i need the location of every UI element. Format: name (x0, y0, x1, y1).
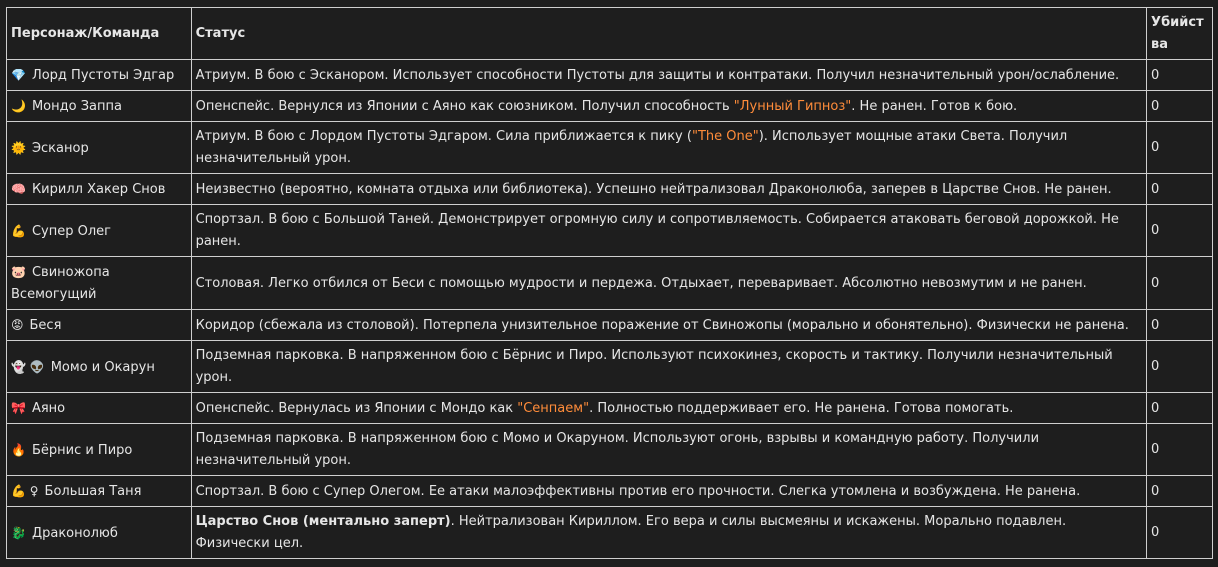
character-emoji-icon: 🧠 (11, 182, 26, 196)
character-name: Кирилл Хакер Снов (31, 182, 166, 197)
character-emoji-icon: 🐉 (11, 525, 26, 540)
character-cell (7, 205, 192, 257)
table-row (7, 122, 1213, 174)
table-row (7, 393, 1213, 424)
character-emoji-icon: 😡 (11, 318, 24, 332)
table-row (7, 424, 1213, 476)
kills-cell: 0 (1147, 507, 1213, 559)
status-cell (191, 310, 1146, 341)
kills-cell: 0 (1147, 424, 1213, 476)
status-cell (191, 257, 1146, 310)
character-cell (7, 393, 192, 424)
character-emoji-icon: 💪 ♀ (11, 484, 39, 498)
character-name: Большая Таня (44, 484, 142, 499)
character-emoji-icon: 👻 👽 (11, 359, 45, 374)
kills-cell: 0 (1147, 60, 1213, 91)
table-row (7, 310, 1213, 341)
character-cell (7, 341, 192, 393)
character-name: Эсканор (31, 140, 89, 156)
character-emoji-icon: 💎 (11, 68, 26, 82)
table-row (7, 507, 1213, 559)
status-text: Подземная парковка. В напряженном бою с Момо и Окаруном. Используют огонь, взрывы и командную работу. Получили незначительный урон. (195, 431, 1040, 468)
status-text: . Полностью поддерживает его. Не ранена. Готова помогать. (589, 400, 1014, 416)
status-text: Столовая. Легко отбился от Беси с помощью мудрости и пердежа. Отдыхает, переваривает. Абсолютно невозмутим и не ранен. (195, 275, 1087, 291)
status-cell (191, 60, 1146, 91)
status-text: ). Использует мощные атаки Света. Получил незначительный урон. (195, 129, 1068, 166)
kills-cell: 0 (1147, 91, 1213, 122)
character-name: Аяно (31, 401, 66, 416)
status-text: Атриум. В бою с Эсканором. Использует способности Пустоты для защиты и контратаки. Получил незначительный урон/ослабление. (195, 67, 1120, 83)
status-text: Царство Снов (ментально заперт) (195, 514, 451, 529)
table-row (7, 476, 1213, 507)
status-cell (191, 205, 1146, 257)
header-name: Персонаж/Команда (7, 8, 192, 60)
status-text: "Сенпаем" (517, 400, 590, 416)
character-name: Свиножопа Всемогущий (11, 265, 110, 302)
character-cell (7, 174, 192, 205)
table-row (7, 341, 1213, 393)
status-text: Подземная парковка. В напряженном бою с Бёрнис и Пиро. Используют психокинез, скорость и тактику. Получили незначительный урон. (195, 348, 1113, 385)
header-kills: Убийства (1147, 8, 1213, 60)
kills-cell: 0 (1147, 393, 1213, 424)
character-name: Момо и Окарун (50, 359, 155, 375)
status-cell (191, 341, 1146, 393)
kills-cell: 0 (1147, 310, 1213, 341)
status-text: Спортзал. В бою с Большой Таней. Демонстрирует огромную силу и сопротивляемость. Собирается атаковать беговой дорожкой. Не ранен. (195, 212, 1119, 249)
character-cell (7, 310, 192, 341)
status-table (6, 7, 1213, 559)
character-name: Беся (29, 318, 62, 333)
kills-cell: 0 (1147, 205, 1213, 257)
status-cell (191, 174, 1146, 205)
character-cell (7, 122, 192, 174)
status-cell (191, 424, 1146, 476)
table-row (7, 257, 1213, 310)
status-cell (191, 476, 1146, 507)
character-cell (7, 424, 192, 476)
character-cell (7, 257, 192, 310)
table-row (7, 60, 1213, 91)
table-body (7, 60, 1213, 559)
character-name: Лорд Пустоты Эдгар (31, 68, 175, 83)
table-row (7, 205, 1213, 257)
character-emoji-icon: 🌙 (11, 99, 26, 113)
table-row (7, 174, 1213, 205)
status-text: Атриум. В бою с Лордом Пустоты Эдгаром. Сила приближается к пику ( (195, 129, 692, 144)
status-text: "The One" (691, 129, 759, 144)
status-cell (191, 507, 1146, 559)
kills-cell: 0 (1147, 257, 1213, 310)
character-cell (7, 60, 192, 91)
status-cell (191, 91, 1146, 122)
character-cell (7, 507, 192, 559)
table-header-row (7, 8, 1213, 60)
character-emoji-icon: 🐷 (11, 265, 26, 279)
character-name: Супер Олег (31, 223, 111, 239)
kills-cell: 0 (1147, 341, 1213, 393)
table-row (7, 91, 1213, 122)
kills-cell: 0 (1147, 476, 1213, 507)
status-text: Опенспейс. Вернулась из Японии с Мондо как (195, 400, 518, 416)
status-cell (191, 122, 1146, 174)
header-status: Статус (191, 8, 1146, 60)
character-emoji-icon: 💪 (11, 223, 26, 238)
kills-cell: 0 (1147, 174, 1213, 205)
character-cell (7, 476, 192, 507)
status-cell (191, 393, 1146, 424)
character-name: Драконолюб (31, 525, 118, 541)
status-text: Коридор (сбежала из столовой). Потерпела унизительное поражение от Свиножопы (морально и обонятельно). Физически не ранена. (195, 317, 1129, 333)
kills-cell: 0 (1147, 122, 1213, 174)
character-emoji-icon: 🌞 (11, 140, 26, 155)
status-text: "Лунный Гипноз" (733, 98, 852, 114)
status-text: Спортзал. В бою с Супер Олегом. Ее атаки малоэффективны против его прочности. Слегка утомлена и возбуждена. Не ранена. (195, 483, 1081, 499)
character-name: Мондо Заппа (31, 99, 122, 114)
status-text: . Нейтрализован Кириллом. Его вера и силы высмеяны и искажены. Морально подавлен. Физически цел. (195, 514, 1067, 551)
status-text: . Не ранен. Готов к бою. (851, 98, 1018, 114)
character-cell (7, 91, 192, 122)
character-name: Бёрнис и Пиро (31, 442, 133, 458)
character-emoji-icon: 🎀 (11, 401, 26, 415)
status-text: Опенспейс. Вернулся из Японии с Аяно как союзником. Получил способность (195, 98, 734, 114)
character-emoji-icon: 🔥 (11, 442, 26, 457)
status-text: Неизвестно (вероятно, комната отдыха или библиотека). Успешно нейтрализовал Драконолюба, заперев в Царстве Снов. Не ранен. (195, 181, 1112, 197)
